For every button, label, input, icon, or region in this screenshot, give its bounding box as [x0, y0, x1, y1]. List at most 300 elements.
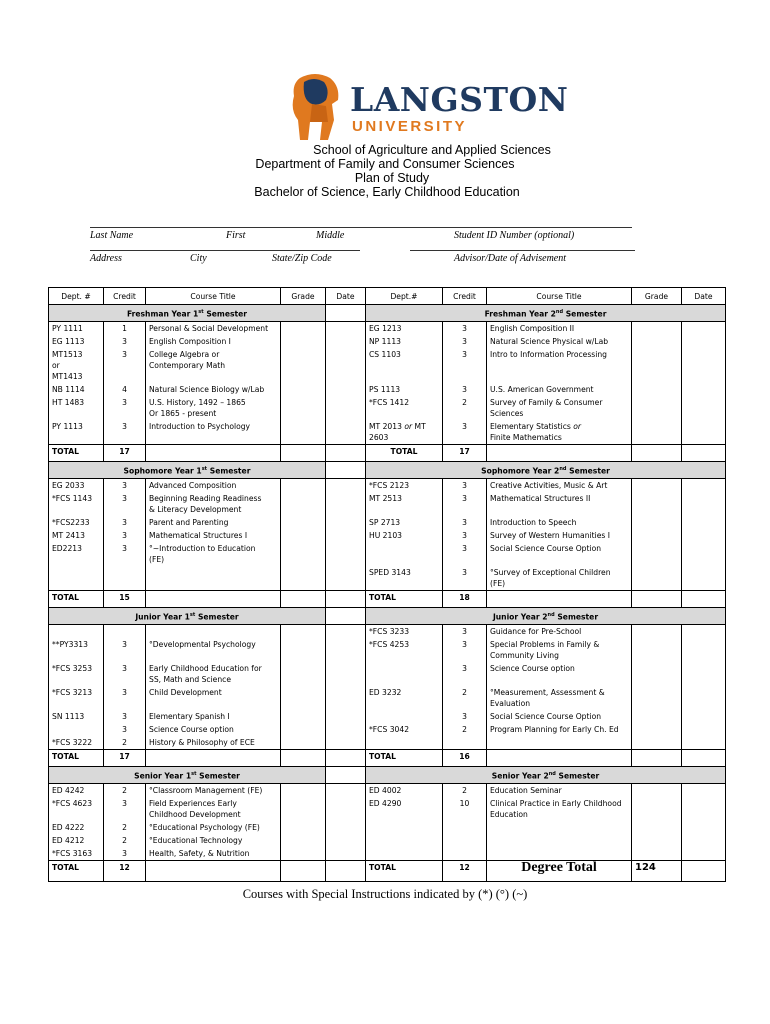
table-cell [281, 591, 326, 608]
table-cell [366, 736, 443, 750]
col-grade-right: Grade [632, 288, 682, 305]
table-cell [487, 445, 632, 462]
table-cell [326, 736, 366, 750]
table-cell: 3 [443, 662, 487, 686]
semester-header-row [49, 608, 726, 625]
table-cell: PY 1113 [49, 420, 104, 445]
table-cell: 2 [443, 396, 487, 420]
table-cell [281, 542, 326, 566]
degree-mark-icon: ° [490, 688, 494, 697]
col-date: Date [326, 288, 366, 305]
table-cell: College Algebra or Contemporary Math [146, 348, 281, 383]
table-cell [366, 662, 443, 686]
table-row [49, 821, 726, 834]
table-cell [326, 445, 366, 462]
table-cell: 3 [104, 797, 146, 821]
table-cell [682, 479, 726, 493]
table-cell [682, 492, 726, 516]
table-cell [281, 784, 326, 798]
table-cell: *FCS2233 [49, 516, 104, 529]
table-cell [682, 335, 726, 348]
table-cell: U.S. History, 1492 – 1865 Or 1865 - present [146, 396, 281, 420]
state-zip-label: State/Zip Code [272, 253, 332, 264]
table-cell [632, 662, 682, 686]
table-cell: °Survey of Exceptional Children (FE) [487, 566, 632, 591]
sophomore-2-header: Sophomore Year 2nd Semester [366, 462, 726, 479]
table-cell [281, 383, 326, 396]
table-cell: Program Planning for Early Ch. Ed [487, 723, 632, 736]
table-row [49, 479, 726, 493]
table-cell [281, 686, 326, 710]
table-cell: Mathematical Structures I [146, 529, 281, 542]
table-cell: Clinical Practice in Early Childhood Education [487, 797, 632, 821]
table-row [49, 492, 726, 516]
table-cell [443, 821, 487, 834]
table-cell: 3 [443, 348, 487, 383]
table-cell [326, 420, 366, 445]
table-cell [632, 516, 682, 529]
table-row [49, 625, 726, 639]
table-cell [366, 834, 443, 847]
table-cell[interactable] [281, 322, 326, 336]
table-cell: EG 1113 [49, 335, 104, 348]
table-cell [326, 305, 366, 322]
degree-mark-icon: ° [149, 823, 153, 832]
table-cell: Introduction to Speech [487, 516, 632, 529]
table-row [49, 686, 726, 710]
table-cell: ED2213 [49, 542, 104, 566]
table-cell: ED 3232 [366, 686, 443, 710]
table-cell: TOTAL [366, 861, 443, 882]
logo-wordmark: LANGSTON [350, 80, 569, 119]
table-cell [632, 750, 682, 767]
table-cell: English Composition II [487, 322, 632, 336]
table-cell: 2 [104, 821, 146, 834]
degree-mark-icon: ° [149, 544, 153, 553]
table-cell: EG 1213 [366, 322, 443, 336]
table-cell [326, 834, 366, 847]
table-row [49, 638, 726, 662]
table-cell: SPED 3143 [366, 566, 443, 591]
table-cell [366, 821, 443, 834]
table-cell [326, 542, 366, 566]
table-cell: *FCS 2123 [366, 479, 443, 493]
table-cell: 3 [443, 420, 487, 445]
table-cell [682, 420, 726, 445]
university-logo [280, 70, 580, 142]
table-cell: TOTAL [366, 445, 443, 462]
table-row [49, 797, 726, 821]
table-cell [146, 625, 281, 639]
semester-header-row [49, 767, 726, 784]
table-row [49, 566, 726, 591]
table-cell[interactable] [632, 322, 682, 336]
table-cell: Social Science Course Option [487, 542, 632, 566]
table-cell: 3 [104, 335, 146, 348]
table-cell: Beginning Reading Readiness & Literacy Development [146, 492, 281, 516]
table-cell: Field Experiences Early Childhood Development [146, 797, 281, 821]
table-cell [326, 638, 366, 662]
table-row [49, 847, 726, 861]
table-cell [632, 420, 682, 445]
degree-total-value: 124 [632, 861, 682, 882]
logo-subwordmark: UNIVERSITY [352, 118, 468, 135]
table-cell [326, 608, 366, 625]
table-cell: ED 4222 [49, 821, 104, 834]
table-cell [326, 479, 366, 493]
table-cell [326, 591, 366, 608]
table-cell [487, 834, 632, 847]
department-name: Department of Family and Consumer Sciences [255, 157, 515, 171]
table-cell: *FCS 1143 [49, 492, 104, 516]
table-cell [682, 784, 726, 798]
total-row [49, 445, 726, 462]
table-cell [682, 638, 726, 662]
col-dept: Dept. # [49, 288, 104, 305]
table-cell: Advanced Composition [146, 479, 281, 493]
table-cell: 17 [104, 750, 146, 767]
col-credit-right: Credit [443, 288, 487, 305]
first-name-label: First [226, 230, 246, 241]
table-cell: °Educational Technology [146, 834, 281, 847]
degree-total-label: Degree Total [487, 861, 632, 882]
table-cell [326, 396, 366, 420]
table-cell [682, 797, 726, 821]
table-cell [49, 566, 104, 591]
sophomore-1-header: Sophomore Year 1st Semester [49, 462, 326, 479]
table-cell [281, 445, 326, 462]
table-cell [443, 847, 487, 861]
table-cell: 16 [443, 750, 487, 767]
table-cell: MT 2513 [366, 492, 443, 516]
table-cell [632, 710, 682, 723]
table-cell: 12 [443, 861, 487, 882]
table-cell: 12 [104, 861, 146, 882]
table-cell [632, 396, 682, 420]
table-cell [366, 710, 443, 723]
table-cell [487, 821, 632, 834]
table-cell: Child Development [146, 686, 281, 710]
col-title: Course Title [146, 288, 281, 305]
table-cell: 2 [443, 723, 487, 736]
table-cell [632, 625, 682, 639]
table-cell: *FCS 4253 [366, 638, 443, 662]
table-cell [487, 591, 632, 608]
table-cell: 3 [104, 686, 146, 710]
table-row [49, 542, 726, 566]
table-cell: 17 [443, 445, 487, 462]
table-cell [632, 686, 682, 710]
table-cell: TOTAL [366, 750, 443, 767]
table-cell [326, 566, 366, 591]
table-cell: Elementary Spanish I [146, 710, 281, 723]
table-cell: SN 1113 [49, 710, 104, 723]
table-cell: 3 [104, 492, 146, 516]
table-cell: SP 2713 [366, 516, 443, 529]
table-cell [326, 335, 366, 348]
table-cell: 3 [443, 566, 487, 591]
table-cell: 1 [104, 322, 146, 336]
table-cell [104, 566, 146, 591]
table-cell: Education Seminar [487, 784, 632, 798]
table-cell: *FCS 3213 [49, 686, 104, 710]
table-cell [487, 736, 632, 750]
table-cell [326, 516, 366, 529]
school-name: School of Agriculture and Applied Sciences [313, 143, 551, 157]
table-cell [281, 638, 326, 662]
plan-of-study-table [48, 287, 726, 882]
table-cell [682, 821, 726, 834]
advisor-line[interactable] [410, 250, 635, 251]
table-cell [281, 492, 326, 516]
table-cell: 3 [443, 516, 487, 529]
degree-name: Bachelor of Science, Early Childhood Education [254, 185, 520, 199]
table-cell [326, 462, 366, 479]
table-cell [366, 847, 443, 861]
table-cell [104, 625, 146, 639]
table-cell: Social Science Course Option [487, 710, 632, 723]
col-dept-right: Dept.# [366, 288, 443, 305]
table-cell [326, 784, 366, 798]
table-cell [632, 479, 682, 493]
table-cell [281, 710, 326, 723]
table-cell: TOTAL [49, 861, 104, 882]
table-cell: 15 [104, 591, 146, 608]
table-cell [281, 479, 326, 493]
table-cell [281, 834, 326, 847]
table-cell [281, 797, 326, 821]
table-cell: *FCS 3253 [49, 662, 104, 686]
table-cell: Parent and Parenting [146, 516, 281, 529]
table-row [49, 529, 726, 542]
table-cell [682, 847, 726, 861]
table-cell: 3 [104, 479, 146, 493]
table-cell [682, 686, 726, 710]
table-cell [326, 710, 366, 723]
last-name-label: Last Name [90, 230, 134, 241]
table-cell[interactable] [682, 322, 726, 336]
table-cell [326, 686, 366, 710]
table-row [49, 335, 726, 348]
degree-mark-icon: ° [490, 568, 494, 577]
table-cell: Health, Safety, & Nutrition [146, 847, 281, 861]
table-cell: *FCS 1412 [366, 396, 443, 420]
advisor-label: Advisor/Date of Advisement [454, 253, 567, 264]
table-row [49, 834, 726, 847]
table-cell [632, 335, 682, 348]
table-cell [281, 420, 326, 445]
semester-header-row [49, 462, 726, 479]
table-cell [632, 847, 682, 861]
table-cell [682, 542, 726, 566]
table-cell: 3 [443, 542, 487, 566]
table-cell [632, 566, 682, 591]
table-cell [326, 861, 366, 882]
table-cell [487, 750, 632, 767]
table-cell [281, 750, 326, 767]
table-cell: *FCS 3042 [366, 723, 443, 736]
table-cell: 3 [104, 710, 146, 723]
table-cell: 4 [104, 383, 146, 396]
degree-mark-icon: ° [149, 640, 153, 649]
table-cell [326, 662, 366, 686]
table-cell [682, 591, 726, 608]
table-cell [326, 625, 366, 639]
table-cell [281, 625, 326, 639]
table-cell [281, 566, 326, 591]
table-cell [682, 529, 726, 542]
table-row [49, 420, 726, 445]
table-cell: 3 [104, 529, 146, 542]
table-cell [326, 383, 366, 396]
address-line[interactable] [90, 250, 360, 251]
city-label: City [190, 253, 207, 264]
table-cell [632, 834, 682, 847]
table-cell [632, 797, 682, 821]
table-cell: 2 [443, 784, 487, 798]
table-cell: MT1513 or MT1413 [49, 348, 104, 383]
table-cell: English Composition I [146, 335, 281, 348]
table-cell [443, 736, 487, 750]
table-cell: TOTAL [49, 445, 104, 462]
table-cell [326, 348, 366, 383]
table-cell [146, 445, 281, 462]
table-cell: 3 [104, 396, 146, 420]
table-cell: Survey of Family & Consumer Sciences [487, 396, 632, 420]
table-cell [281, 529, 326, 542]
total-row [49, 861, 726, 882]
table-cell: MT 2013 or MT 2603 [366, 420, 443, 445]
table-cell [281, 847, 326, 861]
address-label: Address [90, 253, 122, 264]
table-cell: PS 1113 [366, 383, 443, 396]
table-cell [49, 723, 104, 736]
table-cell: TOTAL [366, 591, 443, 608]
table-cell: °Measurement, Assessment & Evaluation [487, 686, 632, 710]
name-line[interactable] [90, 227, 632, 228]
table-cell [682, 736, 726, 750]
table-cell [632, 529, 682, 542]
table-cell: °Classroom Management (FE) [146, 784, 281, 798]
table-cell: 2 [104, 834, 146, 847]
table-cell: ED 4242 [49, 784, 104, 798]
document-title: Plan of Study [354, 171, 430, 185]
table-cell: *FCS 3222 [49, 736, 104, 750]
table-cell [682, 834, 726, 847]
table-cell [281, 335, 326, 348]
table-cell [146, 591, 281, 608]
junior-2-header: Junior Year 2nd Semester [366, 608, 726, 625]
table-cell: °Educational Psychology (FE) [146, 821, 281, 834]
table-row [49, 322, 726, 336]
table-cell [281, 723, 326, 736]
table-row [49, 348, 726, 383]
table-row [49, 383, 726, 396]
table-cell [682, 348, 726, 383]
table-cell: 3 [443, 710, 487, 723]
table-cell: 2 [104, 784, 146, 798]
table-cell [682, 625, 726, 639]
col-title-right: Course Title [487, 288, 632, 305]
table-cell: History & Philosophy of ECE [146, 736, 281, 750]
table-cell [443, 834, 487, 847]
table-cell [682, 861, 726, 882]
senior-1-header: Senior Year 1st Semester [49, 767, 326, 784]
degree-mark-icon: ° [149, 836, 153, 845]
table-cell: 3 [104, 542, 146, 566]
table-cell [146, 861, 281, 882]
table-cell [682, 445, 726, 462]
table-cell [632, 821, 682, 834]
table-cell: Natural Science Physical w/Lab [487, 335, 632, 348]
table-cell[interactable] [326, 322, 366, 336]
table-cell: °~Introduction to Education (FE) [146, 542, 281, 566]
table-cell [682, 383, 726, 396]
junior-1-header: Junior Year 1st Semester [49, 608, 326, 625]
table-cell [632, 383, 682, 396]
table-cell: 3 [104, 847, 146, 861]
table-cell [281, 736, 326, 750]
table-cell: U.S. American Government [487, 383, 632, 396]
table-cell: 3 [443, 638, 487, 662]
table-cell: 2 [104, 736, 146, 750]
special-instructions-note: Courses with Special Instructions indicated by (*) (°) (~) [242, 887, 528, 901]
student-id-label: Student ID Number (optional) [454, 230, 575, 241]
semester-header-row [49, 305, 726, 322]
lion-logo-icon [280, 70, 350, 142]
table-cell [632, 723, 682, 736]
table-cell: TOTAL [49, 750, 104, 767]
table-cell: 3 [104, 420, 146, 445]
table-cell [682, 723, 726, 736]
table-cell [682, 396, 726, 420]
table-cell: 3 [443, 335, 487, 348]
table-cell: 3 [104, 662, 146, 686]
table-cell [281, 861, 326, 882]
table-cell [326, 492, 366, 516]
table-cell: Mathematical Structures II [487, 492, 632, 516]
table-cell [682, 516, 726, 529]
table-cell: 2 [443, 686, 487, 710]
table-cell [632, 638, 682, 662]
table-cell: 3 [443, 383, 487, 396]
table-cell: ED 4212 [49, 834, 104, 847]
table-cell [632, 736, 682, 750]
table-row [49, 723, 726, 736]
table-cell [632, 591, 682, 608]
table-cell [326, 821, 366, 834]
table-cell: Early Childhood Education for SS, Math and Science [146, 662, 281, 686]
table-cell: 3 [104, 516, 146, 529]
table-cell: 3 [443, 479, 487, 493]
table-cell: Survey of Western Humanities I [487, 529, 632, 542]
table-cell: 18 [443, 591, 487, 608]
table-cell [281, 516, 326, 529]
table-cell [632, 784, 682, 798]
table-cell: Introduction to Psychology [146, 420, 281, 445]
table-cell [366, 542, 443, 566]
table-cell: Science Course option [146, 723, 281, 736]
table-cell [281, 821, 326, 834]
table-cell: °Developmental Psychology [146, 638, 281, 662]
table-cell [146, 566, 281, 591]
table-cell [632, 542, 682, 566]
table-cell: Intro to Information Processing [487, 348, 632, 383]
degree-mark-icon: ° [149, 786, 153, 795]
table-row [49, 784, 726, 798]
table-cell: Natural Science Biology w/Lab [146, 383, 281, 396]
table-cell [49, 625, 104, 639]
